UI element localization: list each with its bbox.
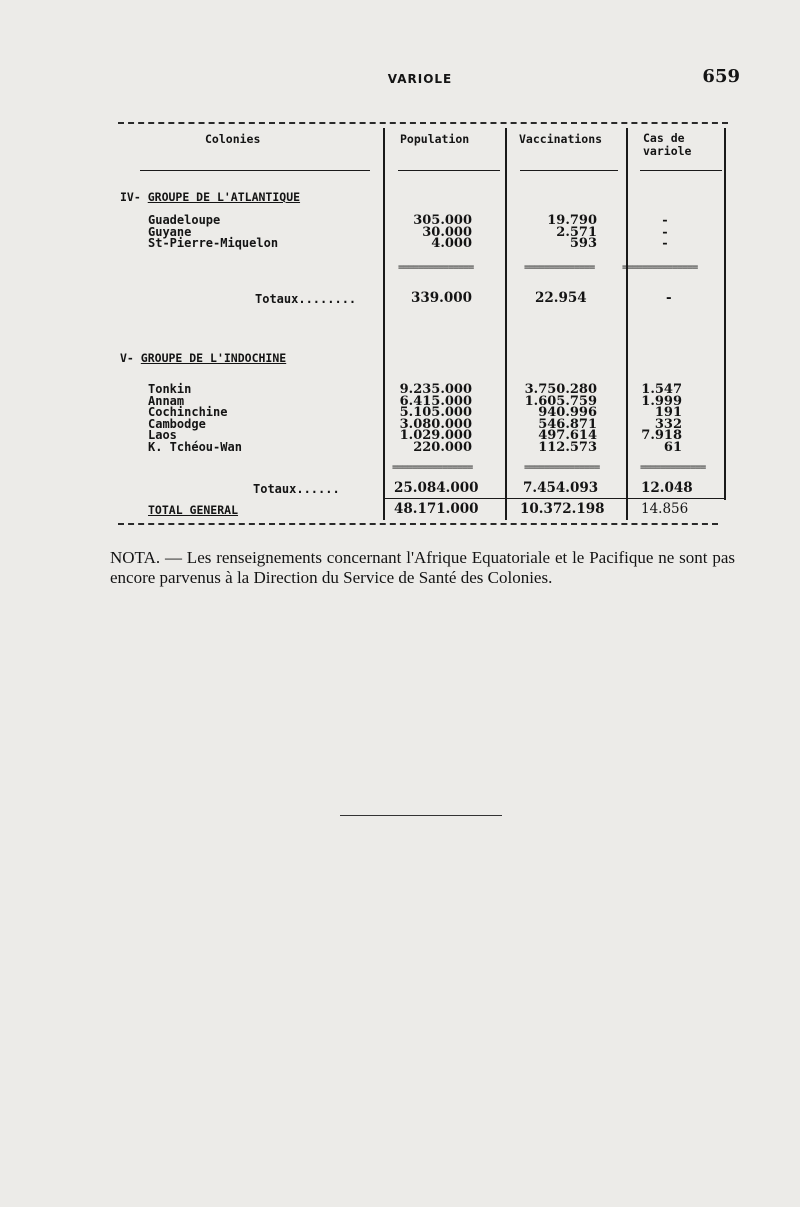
- subtotal-label: Totaux......: [253, 482, 340, 496]
- column-divider: [724, 128, 726, 500]
- table-row-colony: Guadeloupe: [148, 213, 221, 227]
- header-underline: [520, 170, 618, 171]
- grand-total-population: 48.171.000: [394, 501, 479, 517]
- subtotal-rule: ==============: [524, 262, 595, 273]
- section-title-atlantique: IV- GROUPE DE L'ATLANTIQUE: [120, 190, 301, 204]
- header-underline: [140, 170, 370, 171]
- subtotal-cases: -: [666, 290, 672, 306]
- subtotal-population: 25.084.000: [394, 480, 479, 496]
- table-row-colony: Guyane: [148, 224, 192, 239]
- table-row-colony: Cochinchine: [148, 405, 228, 420]
- subtotal-rule: ===============: [398, 262, 474, 273]
- column-header-vaccinations: Vaccinations: [519, 132, 603, 146]
- header-underline: [398, 170, 500, 171]
- column-divider: [383, 128, 385, 520]
- subtotal-vaccinations: 7.454.093: [523, 480, 599, 496]
- population-values: 305.000 30.000 4.000: [413, 213, 472, 252]
- page-number: 659: [702, 66, 740, 87]
- colony-list: [148, 384, 242, 454]
- section-title-indochine: V- GROUPE DE L'INDOCHINE: [120, 351, 287, 365]
- grand-total-rule: [383, 498, 724, 499]
- subtotal-cases: 12.048: [641, 480, 693, 496]
- subtotal-vaccinations: 22.954: [535, 290, 587, 306]
- grand-total-vaccinations: 10.372.198: [520, 501, 605, 517]
- table-row-colony: St-Pierre-Miquelon: [148, 236, 279, 251]
- vaccination-values: 19.790 2.571 593: [547, 213, 597, 252]
- subtotal-label: Totaux........: [255, 292, 357, 306]
- running-title: VARIOLE: [387, 72, 453, 86]
- table-row-colony: K. Tchéou-Wan: [148, 439, 242, 454]
- subtotal-rule: ===============: [524, 462, 600, 473]
- subtotal-rule: ===============: [622, 262, 698, 273]
- table-row-colony: Laos: [148, 428, 177, 443]
- column-divider: [505, 128, 507, 520]
- case-values: 1.547 1.999 191 332 7.918 61: [641, 382, 682, 455]
- note-paragraph: NOTA. — Les renseignements concernant l'Afrique Equatoriale et le Pacifique ne sont pas encore parvenus à la Direction du Service de Santé des Colonies.: [110, 548, 735, 587]
- table-row-colony: Annam: [148, 393, 185, 408]
- table-row-colony: Cambodge: [148, 416, 206, 431]
- header-underline: [640, 170, 722, 171]
- population-values: 9.235.000 6.415.000 5.105.000 3.080.000 1.029.000 220.000: [399, 382, 472, 455]
- vaccination-values: 3.750.280 1.605.759 940.996 546.871 497.614 112.573: [524, 382, 597, 455]
- grand-total-label: TOTAL GENERAL: [148, 503, 239, 517]
- table-row-colony: Tonkin: [148, 382, 192, 396]
- subtotal-rule: =============: [640, 462, 706, 473]
- column-header-population: Population: [400, 132, 470, 146]
- column-header-cases: Cas de variole: [643, 131, 692, 158]
- case-values: - - -: [662, 213, 668, 252]
- column-header-colonies: Colonies: [205, 132, 261, 146]
- subtotal-rule: ================: [392, 462, 473, 473]
- table-top-border: [118, 122, 728, 124]
- colony-list: [148, 215, 278, 250]
- grand-total-cases: 14.856: [641, 501, 689, 517]
- table-bottom-border: [118, 523, 718, 525]
- closing-rule: [340, 815, 502, 816]
- subtotal-population: 339.000: [411, 290, 473, 306]
- column-divider: [626, 128, 628, 520]
